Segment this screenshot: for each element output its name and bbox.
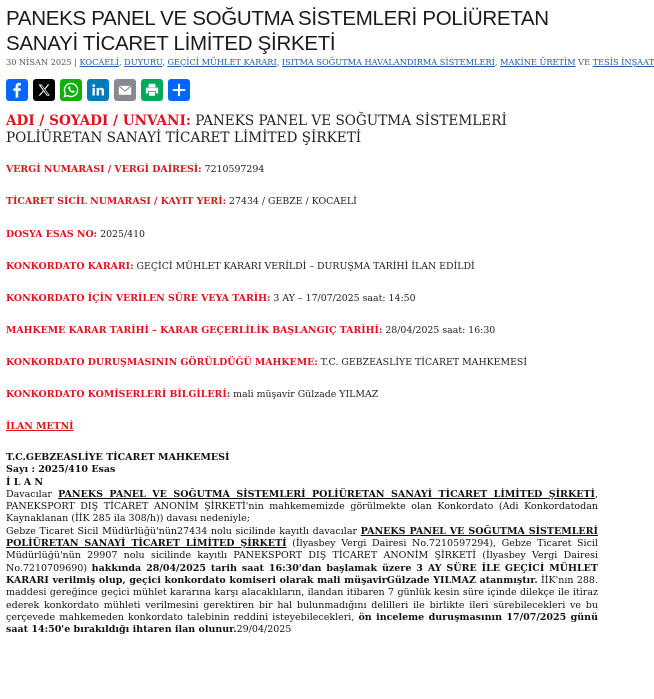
commissioner-field: KONKORDATO KOMİSERLERİ BİLGİLERİ: mali müşavir Gülzade YILMAZ [6,389,379,400]
trade-registry-field: TİCARET SİCİL NUMARASI / KAYIT YERİ: 27434 / GEBZE / KOCAELİ [6,196,357,207]
category-link-duyuru[interactable]: DUYURU [124,57,163,67]
case-number: Sayı : 2025/410 Esas [6,464,116,476]
announcement-paragraph-1: Davacılar PANEKS PANEL VE SOĞUTMA SİSTEMLERİ POLİÜRETAN SANAYİ TİCARET LİMİTED ŞİRKETİ, PANEKSPORT DIŞ TİCARET ANONİM ŞİRKETİ'nin mahkememizde görülmekte olan Konkordato (Adi Konkordatodan Kaynaklanan (İİK 285 ila 308/h)) davası nedeniyle; [6,488,598,525]
linkedin-share-button[interactable] [87,79,109,101]
category-link-gecici-muhlet[interactable]: GEÇİCİ MÜHLET KARARI [167,57,277,67]
company-name-heading [6,113,600,147]
x-icon [33,79,55,101]
court-name: T.C.GEBZEASLİYE TİCARET MAHKEMESİ [6,452,230,463]
facebook-share-button[interactable] [6,79,28,101]
share-more-button[interactable] [168,79,190,101]
announcement-date: 29/04/2025 [236,624,292,636]
x-share-button[interactable] [33,79,55,101]
announcement-paragraph-2: Gebze Ticaret Sicil Müdürlüğü'nün27434 nolu sicilinde kayıtlı davacılar PANEKS PANEL VE SOĞUTMA SİSTEMLERİ POLİÜRETAN SANAYİ TİCARET LİMİTED ŞİRKETİ (İlyasbey Vergi Dairesi No.7210597294), Gebze Ticaret Sicil Müdürlüğü'nün 29907 nolu sicilinde kayıtlı PANEKSPORT DIŞ TİCARET ANONİM ŞİRKETİ (İlyasbey Vergi Dairesi No.7210709690) hakkında 28/04/2025 tarih saat 16:30'dan başlamak üzere 3 AY SÜRE İLE GEÇİCİ MÜHLET KARARI verilmiş olup, geçici konkordato komiseri olarak mali müşavirGülzade YILMAZ atanmıştır. İİK'nın 288. maddesi gereğince geçici mühlet kararına karşı alacaklıların, ilandan itibaren 7 günlük kesin süre içinde dilekçe ile itiraz ederek konkordato mühleti verilmesini gerektiren bir hal bulunmadığını delilleri ile birlikte ileri sürebilecekleri ve bu çerçevede mahkemeden konkordato talebinin reddini isteyebilecekleri, ön inceleme duruşmasının 17/07/2025 günü saat 14:50'e bırakıldığı ihtaren ilan olunur.29/04/2025 [6,525,598,636]
article-meta: 30 NİSAN 2025 | KOCAELİ, DUYURU, GEÇİCİ MÜHLET KARARI, ISITMA SOĞUTMA HAVALANDIRMA SİSTEMLERİ, MAKİNE ÜRETİM VE TESİS İNŞAAT [6,57,654,67]
email-share-button[interactable] [114,79,136,101]
share-plus-icon [168,79,190,101]
email-icon [114,79,136,101]
announcement-text-link[interactable]: İLAN METNİ [6,421,74,432]
print-share-button[interactable] [141,79,163,101]
whatsapp-icon [60,79,82,101]
heading-value: PANEKS PANEL VE SOĞUTMA SİSTEMLERİ POLİÜRETAN SANAYİ TİCARET LİMİTED ŞİRKETİ [6,113,507,146]
category-link-tesis-insaat[interactable]: TESİS İNŞAAT [592,57,654,67]
article-title: PANEKS PANEL VE SOĞUTMA SİSTEMLERİ POLİÜRETAN SANAYİ TİCARET LİMİTED ŞİRKETİ [6,7,549,55]
announcement-text [6,452,598,636]
tax-number-field: VERGİ NUMARASI / VERGİ DAİRESİ: 7210597294 [6,164,265,175]
print-icon [141,79,163,101]
post-date: 30 NİSAN 2025 [6,57,72,67]
heading-label: ADI / SOYADI / UNVANI: [6,113,191,129]
decision-date-field: MAHKEME KARAR TARİHİ – KARAR GEÇERLİLİK BAŞLANGIÇ TARİHİ: 28/04/2025 saat: 16:30 [6,325,496,336]
category-link-kocaeli[interactable]: KOCAELİ [79,57,119,67]
category-link-makine-uretim[interactable]: MAKİNE ÜRETİM [500,57,576,67]
court-field: KONKORDATO DURUŞMASININ GÖRÜLDÜĞÜ MAHKEME: T.C. GEBZEASLİYE TİCARET MAHKEMESİ [6,357,528,368]
category-link-isitma-sogutma[interactable]: ISITMA SOĞUTMA HAVALANDIRMA SİSTEMLERİ [281,57,495,67]
whatsapp-share-button[interactable] [60,79,82,101]
announcement-heading: İ L A N [6,476,44,488]
linkedin-icon [87,79,109,101]
case-number-field: DOSYA ESAS NO: 2025/410 [6,229,146,240]
facebook-icon [6,79,28,101]
concordat-decision-field: KONKORDATO KARARI: GEÇİCİ MÜHLET KARARI VERİLDİ – DURUŞMA TARİHİ İLAN EDİLDİ [6,261,475,272]
concordat-period-field: KONKORDATO İÇİN VERİLEN SÜRE VEYA TARİH: 3 AY – 17/07/2025 saat: 14:50 [6,293,416,304]
share-buttons [6,79,190,101]
announcement-text-link-row [6,421,604,433]
